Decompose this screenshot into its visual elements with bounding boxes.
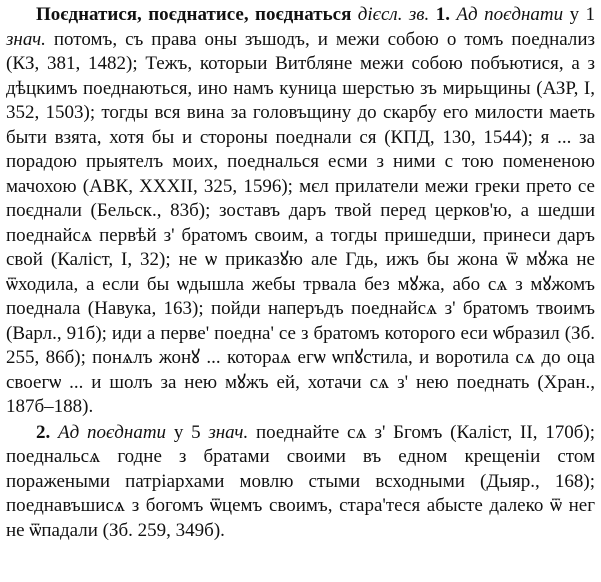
- dictionary-entry-sense-2: [6, 421, 595, 544]
- sense-2-ref-label: знач.: [208, 421, 249, 443]
- sense-1-ref-sign: у 1: [569, 4, 595, 25]
- sense-2-ref-sign: у 5: [173, 421, 201, 443]
- sense-2-number: 2.: [36, 421, 51, 443]
- sense-2-gloss: Ад поєднати: [58, 421, 167, 443]
- headword: Поєднатися, поєднатисе, поєднаться: [36, 4, 352, 25]
- sense-1-gloss: Ад поєднати: [456, 4, 564, 25]
- sense-1-citations: потомъ, съ права оны зъшодъ, и межи собою о томъ поеднализ (КЗ, 381, 1482); Тежъ, которыи Витбляне межи собою побъютися, а з дѣцкимъ поеднаються, ино намъ куница шерстью зъ мирьщины (АЗР, I, 352, 1503); тогды вся вина за головъщину до скарбу его милости маеть быти взята, хотя бы и стороны поеднали ся (КПД, 130, 1544); я ... за порадою прыятелъ моих, поедналься есми з ними с тою помененою мачохою (АВК, XXXII, 325, 1596); мєл прилатели межи греки прето се поєднали (Бельск., 83б); зоставъ даръ твой перед церков'ю, а шедши поеднайсѧ первѣй з' братомъ своим, а тогды пришедши, принеси даръ свой (Каліст, I, 32); не ѡ приказꙋю але Гдь, ижъ бы жона ѿ мꙋжа не ѿходила, а если бы ѡдышла жебы трвала без мꙋжа, або сѧ з мꙋжомъ поеднала (Навука, 163); пойди наперъдъ поеднайсѧ з' братомъ твоимъ (Варл., 91б); иди а перве' поедна' се з братомъ которого еси ѡбразил (Зб. 255, 86б); понѧлъ жонꙋ ... котораѧ егѡ ѡпꙋстила, и воротила сѧ до оца своегѡ ... и шолъ за нею мꙋжъ ей, хотачи сѧ з' нею поеднать (Хран., 187б–188).: [6, 28, 596, 417]
- grammar-label: дієсл. зв.: [357, 4, 430, 25]
- dictionary-entry-sense-1: [6, 3, 595, 420]
- sense-1-number: 1.: [435, 4, 450, 25]
- sense-1-ref-label: знач.: [6, 28, 46, 50]
- sense-2-citations: поеднайте сѧ з' Бгомъ (Каліст, II, 170б); поеднальсѧ годне з братами своими въ едном крещеніи стом поражеными патріархами мовлю стыми всходными (Дыяр., 168); поеднавъшисѧ з богомъ ѿцемъ своимъ, стара'теся абысте далеко ѿ нег не ѿпадали (Зб. 259, 349б).: [6, 421, 595, 541]
